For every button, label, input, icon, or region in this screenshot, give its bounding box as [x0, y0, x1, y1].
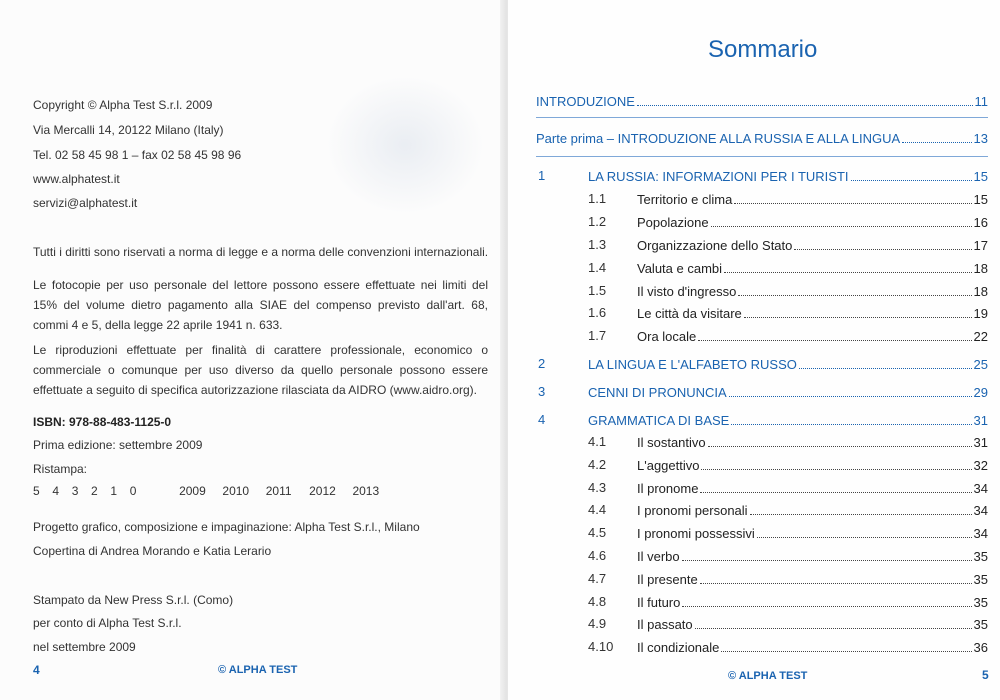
section-number: 1.5: [588, 283, 607, 298]
ristampa-year: 2013: [352, 484, 380, 498]
ristampa-number: 2: [91, 484, 98, 498]
ristampa-year: 2011: [265, 484, 292, 498]
ristampa-label: Ristampa:: [33, 462, 88, 476]
toc-entry-page: 35: [973, 595, 988, 610]
toc-entry-parte-prima[interactable]: [536, 130, 988, 148]
toc-entry-label: Organizzazione dello Stato: [637, 238, 793, 253]
dot-leader: [902, 142, 971, 143]
section-number: 4.10: [588, 639, 614, 654]
toc-entry-page: 13: [973, 131, 988, 146]
chapter-number: 4: [538, 412, 546, 427]
chapter-number: 3: [538, 384, 546, 399]
toc-entry-page: 18: [973, 284, 988, 299]
toc-entry-label: Parte prima – INTRODUZIONE ALLA RUSSIA E ALLA LINGUA: [536, 131, 901, 146]
toc-entry-page: 34: [973, 481, 988, 496]
dot-leader: [734, 203, 971, 204]
section-number: 1.7: [588, 328, 607, 343]
toc-entry-label: Il visto d'ingresso: [637, 284, 737, 299]
toc-chapter-1[interactable]: [588, 168, 988, 186]
chapter-number: 1: [538, 168, 546, 183]
toc-entry-label: Le città da visitare: [637, 306, 742, 321]
section-number: 1.2: [588, 214, 607, 229]
toc-entry-page: 15: [973, 192, 988, 207]
dot-leader: [794, 249, 971, 250]
toc-entry-page: 31: [973, 435, 988, 450]
toc-entry-page: 25: [973, 357, 988, 372]
ristampa-number: 4: [52, 484, 60, 498]
toc-section[interactable]: [637, 237, 988, 255]
ristampa-year: 2012: [309, 484, 336, 498]
toc-entry-label: Il condizionale: [637, 640, 720, 655]
ristampa-sequence: [33, 484, 390, 498]
page-number: 4: [33, 663, 40, 677]
printer-line: Stampato da New Press S.r.l. (Como): [33, 593, 234, 607]
page-footer: © ALPHA TEST: [728, 670, 808, 682]
isbn-line: ISBN: 978-88-483-1125-0: [33, 415, 172, 429]
toc-section[interactable]: [637, 571, 988, 589]
dot-leader: [744, 317, 972, 318]
toc-entry-page: 31: [973, 413, 988, 428]
website-line: www.alphatest.it: [33, 172, 120, 186]
toc-entry-label: LA RUSSIA: INFORMAZIONI PER I TURISTI: [588, 169, 849, 184]
toc-entry-page: 11: [974, 94, 988, 109]
toc-section[interactable]: [637, 457, 988, 475]
toc-entry-label: Il sostantivo: [637, 435, 706, 450]
dot-leader: [799, 368, 972, 369]
toc-section[interactable]: [637, 548, 988, 566]
section-number: 4.7: [588, 571, 607, 586]
toc-chapter-2[interactable]: [588, 356, 988, 374]
toc-section[interactable]: [637, 305, 988, 323]
toc-entry-page: 34: [973, 503, 988, 518]
toc-entry-label: LA LINGUA E L'ALFABETO RUSSO: [588, 357, 797, 372]
section-number: 1.1: [588, 191, 607, 206]
right-page: [508, 0, 1000, 700]
dot-leader: [851, 180, 972, 181]
graphic-project-line: Progetto grafico, composizione e impaginazione: Alpha Test S.r.l., Milano: [33, 520, 420, 534]
section-number: 4.4: [588, 502, 607, 517]
toc-section[interactable]: [637, 260, 988, 278]
toc-entry-label: Ora locale: [637, 329, 697, 344]
toc-entry-page: 17: [973, 238, 988, 253]
toc-section[interactable]: [637, 616, 988, 634]
toc-entry-page: 15: [973, 169, 988, 184]
dot-leader: [637, 105, 973, 106]
copyright-line: Copyright © Alpha Test S.r.l. 2009: [33, 98, 213, 112]
toc-entry-label: I pronomi personali: [637, 503, 748, 518]
section-number: 4.3: [588, 480, 607, 495]
dot-leader: [695, 628, 972, 629]
dot-leader: [682, 560, 972, 561]
ristampa-number: 5: [33, 484, 40, 498]
on-behalf-line: per conto di Alpha Test S.r.l.: [33, 616, 182, 630]
dot-leader: [731, 424, 971, 425]
phone-line: Tel. 02 58 45 98 1 – fax 02 58 45 98 96: [33, 148, 242, 162]
page-footer: © ALPHA TEST: [218, 664, 298, 676]
dot-leader: [698, 340, 971, 341]
dot-leader: [700, 583, 972, 584]
section-number: 4.2: [588, 457, 607, 472]
dot-leader: [721, 651, 971, 652]
toc-chapter-3[interactable]: [588, 384, 988, 402]
photocopy-paragraph: Le fotocopie per uso personale del lettore possono essere effettuate nei limiti del 15% del volume dietro pagamento alla SIAE del compenso previsto dall'art. 68, commi 4 e 5, della legge 22 aprile 1941 n. 633.: [33, 278, 488, 332]
toc-entry-label: Il verbo: [637, 549, 680, 564]
toc-section[interactable]: [637, 525, 988, 543]
ristampa-number: 0: [129, 484, 137, 498]
dot-leader: [700, 492, 971, 493]
section-number: 4.9: [588, 616, 607, 631]
toc-entry-page: 34: [973, 526, 988, 541]
section-number: 1.4: [588, 260, 607, 275]
toc-section[interactable]: [637, 639, 988, 657]
dot-leader: [711, 226, 972, 227]
toc-entry-page: 36: [973, 640, 988, 655]
dot-leader: [729, 396, 972, 397]
cover-credit-line: Copertina di Andrea Morando e Katia Lerario: [33, 544, 272, 558]
dot-leader: [757, 537, 972, 538]
toc-chapter-4[interactable]: [588, 412, 988, 430]
ristampa-year: 2009: [179, 484, 206, 498]
page-number: 5: [982, 668, 989, 682]
bleed-through-shadow: [325, 75, 485, 215]
toc-entry-label: I pronomi possessivi: [637, 526, 755, 541]
toc-section[interactable]: [637, 594, 988, 612]
dot-leader: [682, 606, 971, 607]
toc-entry-page: 35: [973, 549, 988, 564]
toc-section[interactable]: [637, 480, 988, 498]
toc-entry-page: 32: [973, 458, 988, 473]
toc-entry-page: 29: [973, 385, 988, 400]
toc-entry-label: L'aggettivo: [637, 458, 700, 473]
divider: [536, 117, 988, 118]
chapter-number: 2: [538, 356, 546, 371]
section-number: 1.3: [588, 237, 607, 252]
toc-title: Sommario: [708, 36, 818, 63]
toc-section[interactable]: [637, 434, 988, 452]
dot-leader: [708, 446, 972, 447]
toc-entry-label: Il pronome: [637, 481, 699, 496]
toc-entry-label: Valuta e cambi: [637, 261, 723, 276]
section-number: 1.6: [588, 305, 607, 320]
toc-entry-page: 19: [973, 306, 988, 321]
toc-section[interactable]: [637, 214, 988, 232]
toc-section[interactable]: [637, 328, 988, 346]
ristampa-number: 1: [110, 484, 118, 498]
rights-notice: Tutti i diritti sono riservati a norma di legge e a norma delle convenzioni internazionali.: [33, 245, 489, 259]
dot-leader: [701, 469, 971, 470]
dot-leader: [750, 514, 972, 515]
toc-entry-page: 16: [973, 215, 988, 230]
section-number: 4.5: [588, 525, 607, 540]
section-number: 4.6: [588, 548, 607, 563]
toc-entry-label: Il futuro: [637, 595, 681, 610]
print-date-line: nel settembre 2009: [33, 640, 136, 654]
toc-entry-label: CENNI DI PRONUNCIA: [588, 385, 727, 400]
ristampa-number: 3: [71, 484, 79, 498]
email-line: servizi@alphatest.it: [33, 196, 138, 210]
divider: [536, 156, 988, 157]
toc-entry-introduzione[interactable]: [536, 93, 988, 111]
toc-entry-label: Il presente: [637, 572, 698, 587]
toc-section[interactable]: [637, 502, 988, 520]
edition-line: Prima edizione: settembre 2009: [33, 438, 203, 452]
toc-entry-label: INTRODUZIONE: [536, 94, 635, 109]
toc-entry-label: Territorio e clima: [637, 192, 733, 207]
toc-entry-label: Il passato: [637, 617, 693, 632]
address-line: Via Mercalli 14, 20122 Milano (Italy): [33, 123, 224, 137]
dot-leader: [738, 295, 971, 296]
toc-entry-page: 18: [973, 261, 988, 276]
toc-section[interactable]: [637, 191, 988, 209]
toc-section[interactable]: [637, 283, 988, 301]
section-number: 4.8: [588, 594, 607, 609]
toc-entry-label: GRAMMATICA DI BASE: [588, 413, 730, 428]
section-number: 4.1: [588, 434, 607, 449]
ristampa-year: 2010: [222, 484, 250, 498]
toc-entry-label: Popolazione: [637, 215, 709, 230]
toc-entry-page: 22: [973, 329, 988, 344]
toc-entry-page: 35: [973, 617, 988, 632]
reproduction-paragraph: Le riproduzioni effettuate per finalità di carattere professionale, economico o commerciale o comunque per uso diverso da quello personale possono essere effettuate a seguito di specifica autorizzazione rilasciata da AIDRO (www.aidro.org).: [33, 343, 488, 397]
toc-entry-page: 35: [973, 572, 988, 587]
dot-leader: [724, 272, 972, 273]
